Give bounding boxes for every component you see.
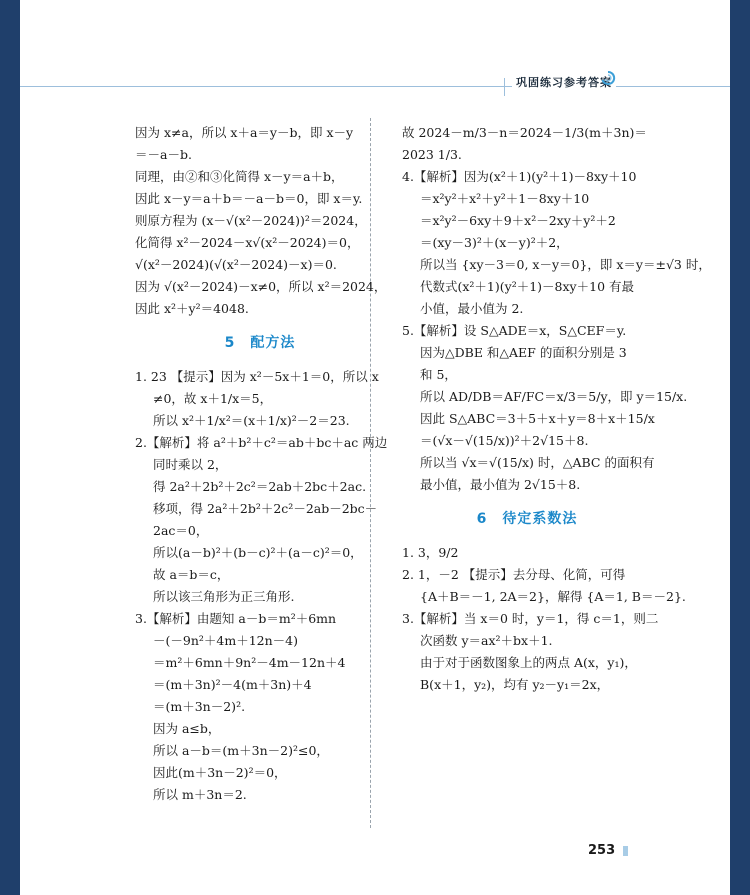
text-line: √(x²－2024)(√(x²－2024)－x)＝0. [135, 257, 337, 272]
text-line: 所以当 {xy－3＝0, x－y＝0}，即 x＝y＝±√3 时， [420, 257, 711, 272]
text-line: 3.【解析】当 x＝0 时，y＝1，得 c＝1，则二 [402, 611, 659, 626]
text-line: 1. 3，9/2 [402, 545, 459, 560]
text-line: ＝(m＋3n)²－4(m＋3n)＋4 [153, 677, 312, 692]
text-line: 所以 x²＋1/x²＝(x＋1/x)²－2＝23. [153, 413, 350, 428]
text-line: 化简得 x²－2024－x√(x²－2024)＝0， [135, 235, 360, 250]
text-line: 因为△DBE 和△AEF 的面积分别是 3 [420, 345, 627, 360]
text-line: 4.【解析】因为(x²＋1)(y²＋1)－8xy＋10 [402, 169, 637, 184]
page-number: 253 [588, 843, 616, 858]
text-line: 所以 AD/DB＝AF/FC＝x/3＝5/y，即 y＝15/x. [420, 389, 688, 404]
text-line: 得 2a²＋2b²＋2c²＝2ab＋2bc＋2ac. [153, 479, 367, 494]
text-line: －(－9n²＋4m＋12n－4) [153, 633, 298, 648]
text-line: ＝m²＋6mn＋9n²－4m－12n＋4 [153, 655, 346, 670]
text-line: 因此 x－y＝a＋b＝－a－b＝0，即 x＝y. [135, 191, 363, 206]
text-line: 故 a＝b＝c， [153, 567, 230, 582]
section-heading: 6 待定系数法 [476, 511, 578, 527]
header-rule [20, 86, 730, 87]
text-line: ＝(√x－√(15/x))²＋2√15＋8. [420, 433, 589, 448]
right-column [402, 122, 711, 696]
text-line: 同理，由②和③化简得 x－y＝a＋b， [135, 169, 344, 184]
text-line: 2.【解析】将 a²＋b²＋c²＝ab＋bc＋ac 两边 [135, 435, 388, 450]
text-line: 小值，最小值为 2. [420, 301, 524, 316]
text-line: 同时乘以 2， [153, 457, 228, 472]
text-line: 移项，得 2a²＋2b²＋2c²－2ab－2bc－ [153, 501, 378, 516]
section-heading: 5 配方法 [224, 335, 296, 351]
text-line: B(x＋1，y₂)，均有 y₂－y₁＝2x， [420, 677, 610, 692]
text-line: 最小值，最小值为 2√15＋8. [420, 477, 581, 492]
text-line: ＝－a－b. [135, 147, 192, 162]
text-line: 3.【解析】由题知 a－b＝m²＋6mn [135, 611, 337, 626]
text-line: ＝x²y²＋x²＋y²＋1－8xy＋10 [420, 191, 590, 206]
text-line: ≠0，故 x＋1/x＝5， [153, 391, 273, 406]
text-line: {A＋B＝－1, 2A＝2}，解得 {A＝1, B＝－2}. [420, 589, 686, 604]
page [20, 0, 730, 895]
text-line: 代数式(x²＋1)(y²＋1)－8xy＋10 有最 [420, 279, 634, 294]
text-line: 1. 23 【提示】因为 x²－5x＋1＝0，所以 x [135, 369, 379, 384]
text-line: 和 5， [420, 367, 457, 382]
page-number-mark [623, 846, 628, 856]
header-title: 巩固练习参考答案 [512, 74, 616, 90]
text-line: 2ac＝0， [153, 523, 209, 538]
text-line: 所以 m＋3n＝2. [153, 787, 247, 802]
text-line: 因此(m＋3n－2)²＝0， [153, 765, 287, 780]
text-line: 2023 1/3. [402, 147, 462, 162]
text-line: 因为 a≤b， [153, 721, 221, 736]
text-line: 因此 S△ABC＝3＋5＋x＋y＝8＋x＋15/x [420, 411, 655, 426]
text-line: 因为 x≠a，所以 x＋a＝y－b，即 x－y [135, 125, 354, 140]
text-line: ＝x²y²－6xy＋9＋x²－2xy＋y²＋2 [420, 213, 616, 228]
text-line: 所以(a－b)²＋(b－c)²＋(a－c)²＝0， [153, 545, 363, 560]
left-column [135, 122, 388, 806]
text-line: 则原方程为 (x－√(x²－2024))²＝2024， [135, 213, 367, 228]
text-line: 故 2024－m/3－n＝2024－1/3(m＋3n)＝ [402, 125, 647, 140]
text-line: ＝(xy－3)²＋(x－y)²＋2， [420, 235, 569, 250]
text-line: 因为 √(x²－2024)－x≠0，所以 x²＝2024， [135, 279, 387, 294]
text-line: 所以该三角形为正三角形. [153, 589, 295, 604]
text-line: 次函数 y＝ax²＋bx＋1. [420, 633, 553, 648]
text-line: ＝(m＋3n－2)². [153, 699, 246, 714]
header-tick [504, 78, 505, 96]
text-line: 所以 a－b＝(m＋3n－2)²≤0， [153, 743, 329, 758]
text-line: 由于对于函数图象上的两点 A(x，y₁)， [420, 655, 637, 670]
text-line: 5.【解析】设 S△ADE＝x，S△CEF＝y. [402, 323, 627, 338]
text-line: 2. 1，－2 【提示】去分母、化简，可得 [402, 567, 626, 582]
text-line: 所以当 √x＝√(15/x) 时，△ABC 的面积有 [420, 455, 655, 470]
text-line: 因此 x²＋y²＝4048. [135, 301, 249, 316]
swirl-icon [600, 70, 616, 86]
